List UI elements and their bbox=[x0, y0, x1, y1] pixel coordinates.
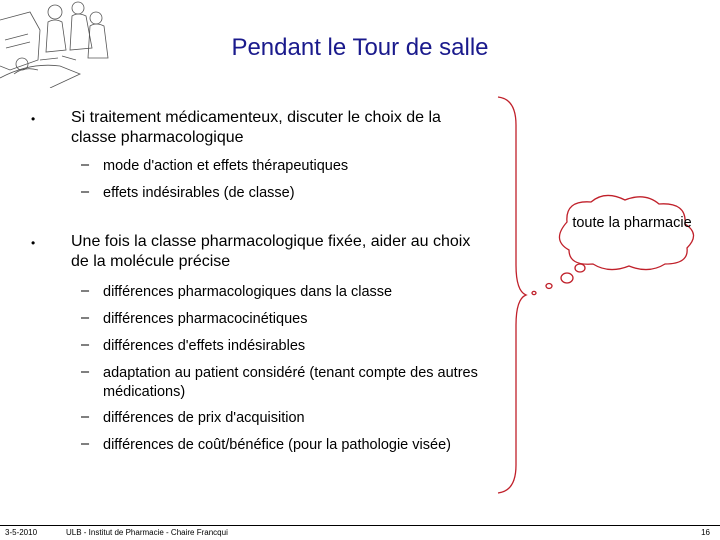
subitem-text: différences de prix d'acquisition bbox=[103, 410, 305, 426]
dash-marker: – bbox=[81, 157, 90, 173]
subitem-text: effets indésirables (de classe) bbox=[103, 185, 295, 201]
slide-title: Pendant le Tour de salle bbox=[231, 34, 489, 61]
subitem-text: différences d'effets indésirables bbox=[103, 338, 306, 354]
dash-marker: – bbox=[81, 409, 90, 425]
subitem-text: mode d'action et effets thérapeutiques bbox=[103, 158, 349, 174]
bullet-text: Une fois la classe pharmacologique fixée, aider au choix de la molécule précise bbox=[71, 233, 471, 270]
subitem-text: différences pharmacologiques dans la classe bbox=[103, 284, 393, 300]
dash-marker: – bbox=[81, 283, 90, 299]
dash-marker: – bbox=[81, 337, 90, 353]
dash-marker: – bbox=[81, 364, 90, 380]
footer-institution: ULB - Institut de Pharmacie - Chaire Francqui bbox=[66, 528, 228, 537]
bullet-text: Si traitement médicamenteux, discuter le choix de la classe pharmacologique bbox=[71, 109, 441, 146]
footer-divider bbox=[0, 525, 720, 526]
subitem-text: différences de coût/bénéfice (pour la pathologie visée) bbox=[103, 437, 451, 453]
dash-marker: – bbox=[81, 436, 90, 452]
subitem-text: adaptation au patient considéré (tenant compte des autres médications) bbox=[103, 365, 478, 400]
footer-page-number: 16 bbox=[701, 528, 710, 537]
dash-marker: – bbox=[81, 310, 90, 326]
bullet-marker: • bbox=[31, 112, 36, 126]
callout-text: toute la pharmacie bbox=[572, 215, 692, 231]
subitem-text: différences pharmacocinétiques bbox=[103, 311, 308, 327]
bullet-marker: • bbox=[31, 236, 36, 250]
thought-cloud-shape bbox=[525, 190, 705, 305]
dash-marker: – bbox=[81, 184, 90, 200]
right-brace-shape bbox=[488, 95, 528, 495]
footer-date: 3-5-2010 bbox=[5, 528, 38, 537]
